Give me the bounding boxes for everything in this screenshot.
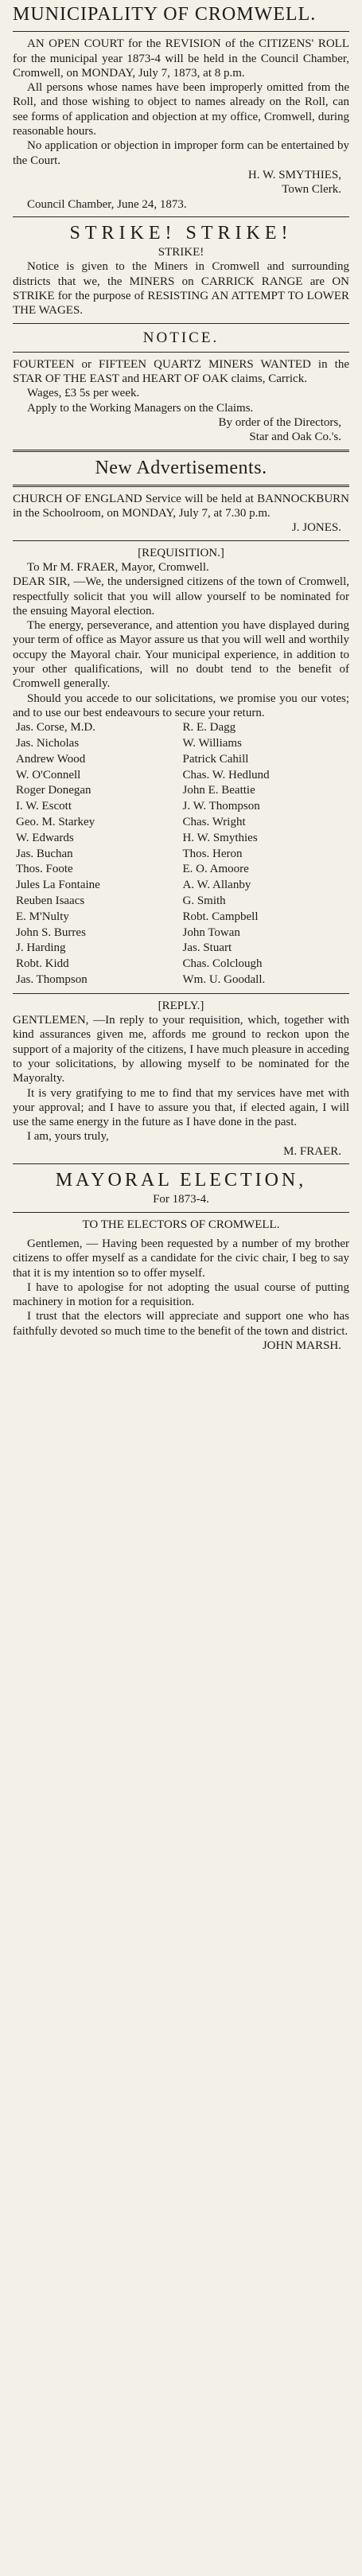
signatory-list xyxy=(13,720,349,988)
requisition-paragraph: Should you accede to our solicitations, we promise you our votes; and to use our best endeavours to secure your return. xyxy=(13,692,349,719)
signatory-name: Roger Donegan xyxy=(16,784,91,797)
election-paragraph: Gentlemen, — Having been requested by a number of my brother citizens to offer myself as a candidate for the civic chair, I beg to say that it is my intention so to offer myself. xyxy=(13,1237,349,1280)
election-paragraph: I trust that the electors will appreciate and support one who has faithfully devoted so much time to the benefit of the town and district. xyxy=(13,1310,349,1338)
reply-paragraph: It is very gratifying to me to find that my services have met with your approval; and I have to assure you that, if elected again, I will use the same energy in the future as I have done in the past. xyxy=(13,1086,349,1129)
signatory-name: J. W. Thompson xyxy=(182,800,260,813)
signer-name: H. W. SMYTHIES, xyxy=(247,168,341,181)
requisition xyxy=(13,546,349,988)
church-signer: J. JONES. xyxy=(291,521,341,535)
signatory-name: Wm. U. Goodall. xyxy=(182,973,266,986)
requisition-paragraph: The energy, perseverance, and attention you have displayed during your term of office as Mayor assure us that you will well and worthily occupy the Mayoral chair. Your municipal experience, in addition to your other qualifications, will no doubt tend to the benefit of Cromwell generally. xyxy=(13,619,349,691)
election-year: For 1873-4. xyxy=(153,1193,209,1206)
reply-paragraph: GENTLEMEN, —In reply to your requisition, which, together with kind assurances given me, affords me ground to reckon upon the support of a majority of the citizens, I have much pleasure in acceding to your solicitations, by allowing myself to be nominated for the Mayoralty. xyxy=(13,1014,349,1085)
notice-paragraph: All persons whose names have been improperly omitted from the Roll, and those wishing to object to names already on the Roll, can see forms of application and objection at my office, Cromwell, during reasonable hours. xyxy=(13,81,349,138)
signatory-name: G. Smith xyxy=(182,894,226,908)
signatory-name: W. Edwards xyxy=(16,831,74,844)
signatory-column-left xyxy=(16,720,183,988)
strike-body: Notice is given to the Miners in Cromwell and surrounding districts that we, the MINERS on CARRICK RANGE are ON STRIKE for the purpose of RESISTING AN ATTEMPT TO LOWER THE WAGES. xyxy=(13,260,349,318)
requisition-addressee: To Mr M. FRAER, Mayor, Cromwell. xyxy=(27,560,209,574)
signatory-name: W. Williams xyxy=(182,737,242,750)
signatory-name: Andrew Wood xyxy=(16,752,86,766)
signatory-name: Chas. W. Hedlund xyxy=(182,768,270,781)
signatory-name: Chas. Wright xyxy=(182,816,246,829)
strike-title: STRIKE! STRIKE! xyxy=(69,222,293,244)
signatory-name: E. O. Amoore xyxy=(182,863,249,876)
signatory-name: John E. Beattie xyxy=(182,784,255,797)
signatory-name: Chas. Colclough xyxy=(182,957,263,971)
signatory-column-right xyxy=(183,720,350,988)
strike-notice xyxy=(13,222,349,318)
signatory-name: Jas. Thompson xyxy=(16,973,88,986)
signatory-name: I. W. Escott xyxy=(16,800,72,813)
signatory-name: Jas. Stuart xyxy=(182,941,232,955)
signatory-name: John Towan xyxy=(182,926,240,939)
election-title: MAYORAL ELECTION, xyxy=(55,1170,307,1191)
section-heading: New Advertisements. xyxy=(95,457,267,478)
reply-label: [REPLY.] xyxy=(158,999,204,1012)
signatory-name: Robt. Campbell xyxy=(182,910,259,923)
reply-signer: M. FRAER. xyxy=(283,1144,341,1158)
signatory-name: E. M'Nulty xyxy=(16,910,69,923)
notice-paragraph: AN OPEN COURT for the REVISION of the CITIZENS' ROLL for the municipal year 1873-4 will be held in the Council Chamber, Cromwell, on MONDAY, July 7, 1873, at 8 p.m. xyxy=(13,37,349,80)
reply-closing: I am, yours truly, xyxy=(27,1130,109,1144)
requisition-label: [REQUISITION.] xyxy=(138,546,224,559)
municipality-notice xyxy=(13,3,349,212)
apply-line: Apply to the Working Managers on the Claims. xyxy=(27,401,254,415)
signatory-name: J. Harding xyxy=(16,941,66,955)
election-signer: JOHN MARSH. xyxy=(262,1339,341,1352)
signatory-name: Jas. Corse, M.D. xyxy=(16,721,95,735)
signatory-name: Jas. Nicholas xyxy=(16,737,80,750)
signatory-name: Jas. Buchan xyxy=(16,847,73,860)
dateline: Council Chamber, June 24, 1873. xyxy=(27,197,187,211)
strike-subtitle: STRIKE! xyxy=(158,246,204,259)
church-notice xyxy=(13,492,349,536)
miners-wanted-notice xyxy=(13,329,349,445)
signatory-name: W. O'Connell xyxy=(16,768,81,781)
signatory-name: R. E. Dagg xyxy=(182,721,236,735)
wages-line: Wages, £3 5s per week. xyxy=(27,387,140,400)
notice-paragraph: No application or objection in improper form can be entertained by the Court. xyxy=(13,139,349,167)
order-line: By order of the Directors, xyxy=(218,415,341,429)
signatory-name: Patrick Cahill xyxy=(182,752,249,766)
signatory-name: Jules La Fontaine xyxy=(16,879,100,892)
signatory-name: Geo. M. Starkey xyxy=(16,816,95,829)
signatory-name: Reuben Isaacs xyxy=(16,894,85,908)
requisition-paragraph: DEAR SIR, —We, the undersigned citizens of the town of Cromwell, respectfully solicit that you will allow yourself to be nominated for the ensuing Mayoral election. xyxy=(13,575,349,618)
signatory-name: Thos. Foote xyxy=(16,863,73,876)
notice-body: FOURTEEN or FIFTEEN QUARTZ MINERS WANTED in the STAR OF THE EAST and HEART OF OAK claims, Carrick. xyxy=(13,357,349,386)
signatory-name: A. W. Allanby xyxy=(182,879,251,892)
election-addressee: TO THE ELECTORS OF CROMWELL. xyxy=(82,1218,280,1231)
mayoral-election-notice xyxy=(13,1169,349,1353)
reply xyxy=(13,999,349,1159)
newspaper-column xyxy=(13,0,349,1353)
company-line: Star and Oak Co.'s. xyxy=(249,431,341,444)
signatory-name: H. W. Smythies xyxy=(182,831,258,844)
election-paragraph: I have to apologise for not adopting the usual course of putting machinery in motion for a requisition. xyxy=(13,1280,349,1309)
signatory-name: John S. Burres xyxy=(16,926,86,939)
signatory-name: Thos. Heron xyxy=(182,847,243,860)
church-body: CHURCH OF ENGLAND Service will be held at BANNOCKBURN in the Schoolroom, on MONDAY, July 7, at 7.30 p.m. xyxy=(13,492,349,520)
signatory-name: Robt. Kidd xyxy=(16,957,69,971)
notice-heading: NOTICE. xyxy=(142,329,220,346)
notice-title: MUNICIPALITY OF CROMWELL. xyxy=(13,4,317,25)
signer-role: Town Clerk. xyxy=(282,183,341,197)
